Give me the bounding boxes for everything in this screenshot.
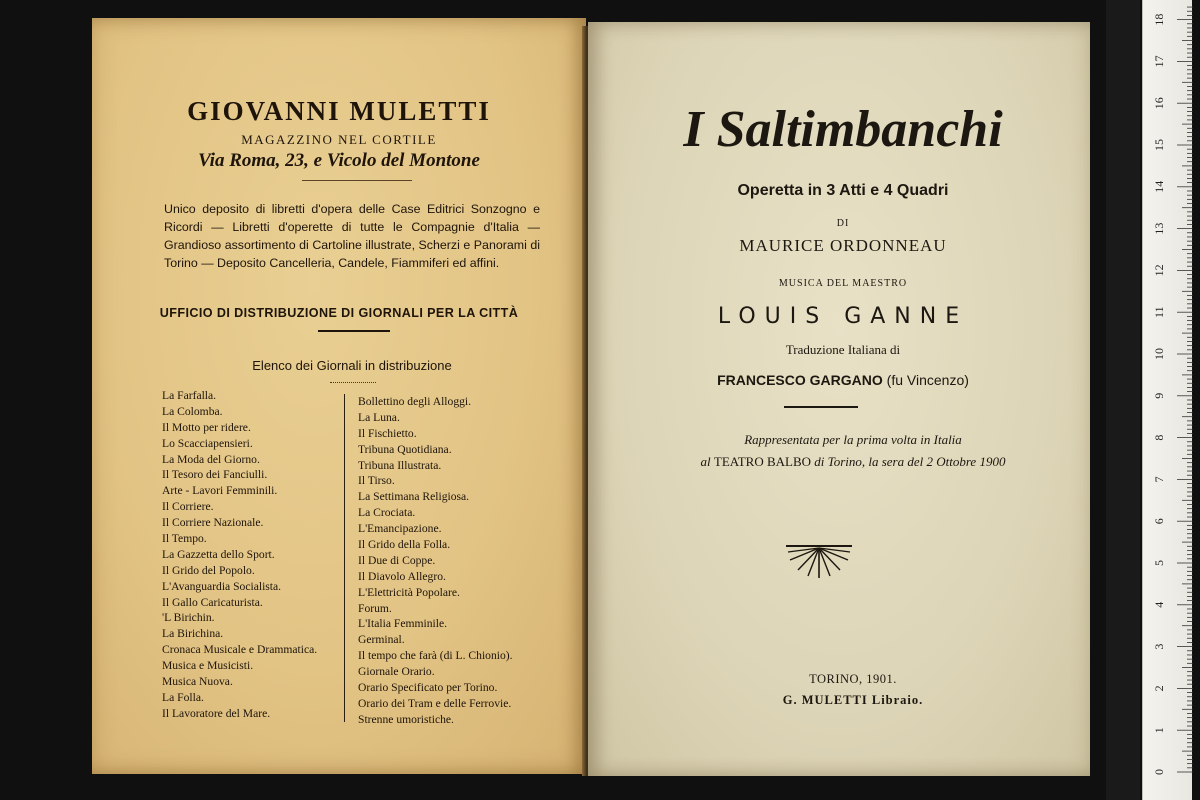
shop-subtitle: MAGAZZINO NEL CORTILE [241,132,437,147]
shop-description: Unico deposito di libretti d'opera delle Case Editrici Sonzogno e Ricordi — Libretti d'operette di tutte le Compagnie d'Italia — Grandioso assortimento di Cartoline illustrate, Scherzi e Panorami di Torino — Deposito Cancelleria, Candele, Fiammiferi ed affini. [164,202,540,270]
list-item: Lo Scacciapensieri. [162,436,253,450]
author-name: MAURICE ORDONNEAU [739,236,947,255]
theatre-name: TEATRO BALBO [713,454,812,469]
ruler-label: 0 [1152,769,1166,775]
list-item: Orario dei Tram e delle Ferrovie. [358,696,512,710]
ruler-label: 16 [1152,97,1166,110]
list-item: L'Italia Femminile. [358,617,448,631]
ornament-line [302,180,412,181]
ruler-label: 9 [1152,392,1166,399]
list-item: Il Diavolo Allegro. [358,569,446,583]
newspaper-column-a [162,388,317,722]
left-page [92,18,586,774]
list-item: Musica e Musicisti. [162,659,254,673]
list-item: Tribuna Quotidiana. [358,442,452,456]
list-item: La Colomba. [162,404,223,418]
shop-address: Via Roma, 23, e Vicolo del Montone [198,150,480,171]
list-item: Il Tirso. [358,474,395,488]
list-item: La Settimana Religiosa. [358,490,470,504]
translator-note: (fu Vincenzo) [886,372,969,388]
ruler-label: 5 [1152,560,1166,566]
translation-label: Traduzione Italiana di [785,342,901,357]
list-item: 'L Birichin. [162,611,215,625]
publication-place-year: TORINO, 1901. [809,672,897,686]
list-item: La Gazzetta dello Sport. [162,547,275,561]
performance-prefix: al [700,454,711,469]
ruler-label: 3 [1152,643,1166,650]
column-divider [344,394,345,722]
list-item: L'Emancipazione. [358,522,442,536]
list-item: Bollettino degli Alloggi. [358,395,472,408]
ruler-label: 18 [1152,13,1166,26]
list-item: Il Grido della Folla. [358,538,451,552]
ruler-label: 1 [1152,727,1166,734]
composer-name: LOUIS GANNE [717,304,969,329]
measuring-ruler [1142,0,1192,800]
list-item: Il Tesoro dei Fanciulli. [162,468,268,482]
list-item: L'Avanguardia Socialista. [162,579,282,593]
list-item: Giornale Orario. [358,665,435,679]
ruler-label: 15 [1152,139,1166,151]
ruler-label: 4 [1152,601,1166,608]
list-item: Il Lavoratore del Mare. [162,706,271,720]
ruler-label: 14 [1152,180,1166,193]
ruler-scale [1143,0,1193,800]
ruler-label: 2 [1152,685,1166,692]
list-item: La Luna. [358,410,400,424]
list-item: Il Corriere. [162,500,214,514]
ruler-label: 17 [1152,55,1166,68]
ruler-label: 8 [1152,434,1166,441]
shop-name: GIOVANNI MULETTI [187,96,491,126]
operetta-subtitle: Operetta in 3 Atti e 4 Quadri [737,182,949,199]
list-item: Il Tempo. [162,532,207,546]
divider-rule [784,406,858,408]
list-item: La Farfalla. [162,389,217,402]
ruler-label: 11 [1152,306,1166,318]
ruler-label: 13 [1152,222,1166,235]
list-item: Il Motto per ridere. [162,420,251,434]
list-item: Il Fischietto. [358,426,417,440]
ruler-label: 10 [1152,348,1166,360]
heading-rule [318,330,390,332]
list-item: Tribuna Illustrata. [358,458,442,472]
music-label: MUSICA DEL MAESTRO [778,278,908,289]
performance-line-1: Rappresentata per la prima volta in Italia [744,432,962,447]
operetta-title: I Saltimbanchi [683,101,1003,158]
ruler-label: 12 [1152,264,1166,277]
list-heading: Elenco dei Giornali in distribuzione [252,358,452,373]
list-item: Forum. [358,601,392,615]
list-item: Musica Nuova. [162,675,233,689]
list-item: Il Grido del Popolo. [162,563,255,577]
list-item: Il Due di Coppe. [358,553,436,567]
list-item: Germinal. [358,633,405,647]
list-item: Cronaca Musicale e Drammatica. [162,643,318,657]
ruler-label: 7 [1152,476,1166,483]
list-item: Arte - Lavori Femminili. [162,484,278,498]
list-item: La Crociata. [358,506,416,520]
office-heading: UFFICIO DI DISTRIBUZIONE DI GIORNALI PER LA CITTÀ [159,306,519,320]
list-item: La Birichina. [162,627,224,641]
publisher-name: G. MULETTI Libraio. [782,693,924,707]
list-item: La Folla. [162,690,204,704]
list-item: Orario Specificato per Torino. [358,681,498,695]
list-item: La Moda del Giorno. [162,452,260,466]
sunburst-ornament-icon [784,542,854,582]
ornament-line [330,382,376,383]
list-item: Il Corriere Nazionale. [162,516,264,530]
newspaper-column-b [358,394,513,728]
list-item: Strenne umoristiche. [358,712,454,726]
list-item: Il tempo che farà (di L. Chionio). [358,649,513,663]
list-item: Il Gallo Caricaturista. [162,595,263,609]
right-page [588,22,1090,776]
ruler-label: 6 [1152,518,1166,525]
list-item: L'Elettricità Popolare. [358,585,460,599]
by-label: DI [836,218,850,229]
performance-line-2 [588,454,1118,470]
performance-suffix: di Torino, la sera del 2 Ottobre 1900 [814,454,1006,469]
translator-line [588,372,1098,388]
translator-name: FRANCESCO GARGANO [717,372,883,388]
